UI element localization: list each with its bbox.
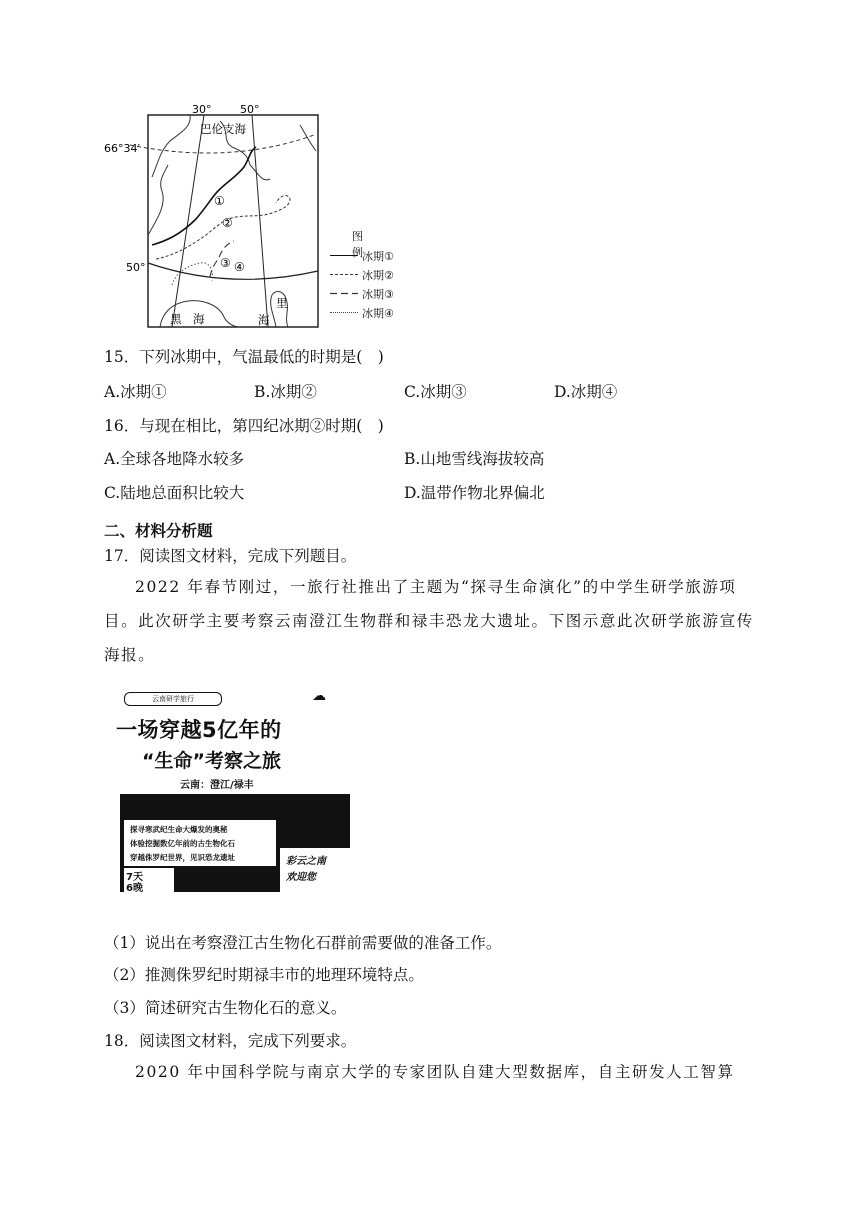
- q16-option-b: B.山地雪线海拔较高: [404, 450, 545, 468]
- meridian-50: [252, 115, 268, 327]
- poster-logo-icon: ☁: [312, 688, 326, 704]
- caspian-label-1: 里: [276, 296, 288, 310]
- legend-row-1: [330, 248, 400, 264]
- q17-sub-1: （1）说出在考察澄江古生物化石群前需要做的准备工作。: [104, 934, 502, 952]
- mark-2: ②: [222, 216, 233, 230]
- parallel-50: [148, 263, 318, 279]
- legend-line-3: [330, 292, 358, 295]
- q17-sub-2: （2）推测侏罗纪时期禄丰市的地理环境特点。: [104, 966, 424, 984]
- legend-row-2: [330, 267, 400, 283]
- lat-label-50: 50°: [126, 261, 146, 274]
- poster-days-1: 7天: [126, 872, 143, 883]
- poster-bullet-1: 探寻寒武纪生命大爆发的奥秘: [130, 825, 228, 834]
- poster-title-2: “生命”考察之旅: [142, 750, 281, 772]
- lat-label-arctic: 66°34′: [104, 142, 140, 155]
- q15-option-a: A.冰期①: [104, 383, 167, 401]
- q16-option-d: D.温带作物北界偏北: [404, 484, 545, 502]
- legend-label-4: 冰期④: [362, 307, 394, 320]
- ice-age-map: [100, 95, 360, 335]
- q15-option-d: D.冰期④: [554, 383, 618, 401]
- map-frame: [148, 115, 318, 327]
- poster-white-box: [124, 820, 276, 866]
- poster-days-box: [124, 868, 174, 892]
- arctic-circle: [130, 135, 314, 153]
- black-sea-label: 黑 海: [170, 312, 205, 326]
- q15-option-b: B.冰期②: [254, 383, 317, 401]
- mark-1: ①: [214, 194, 225, 208]
- q18-stem: 18．阅读图文材料，完成下列要求。: [104, 1032, 357, 1050]
- section-heading: 二、材料分析题: [104, 522, 213, 540]
- mark-4: ④: [234, 260, 245, 274]
- lon-label-30: 30°: [192, 103, 212, 116]
- poster-title-1: 一场穿越5亿年的: [116, 718, 282, 742]
- poster-side-box: [280, 848, 360, 892]
- meridian-30: [172, 115, 204, 327]
- legend-title: 图例: [352, 230, 363, 259]
- q15-option-c: C.冰期③: [404, 383, 467, 401]
- poster-days-2: 6晚: [126, 883, 143, 894]
- poster-tag: 云南研学旅行: [124, 692, 222, 706]
- q17-paragraph: 2022 年春节刚过，一旅行社推出了主题为“探寻生命演化”的中学生研学旅游项目。此次研学主要考察云南澄江生物群和禄丰恐龙大遗址。下图示意此次研学旅游宣传海报。: [104, 578, 754, 664]
- travel-poster: [110, 682, 360, 892]
- barents-sea-label: 巴伦支海: [200, 122, 246, 136]
- poster-bullet-2: 体验挖掘数亿年前的古生物化石: [130, 839, 235, 848]
- q16-stem: 16．与现在相比，第四纪冰期②时期( ): [104, 417, 384, 435]
- q15-stem: 15．下列冰期中，气温最低的时期是( ): [104, 348, 384, 366]
- legend-label-2: 冰期②: [362, 269, 394, 282]
- legend-row-4: [330, 305, 400, 321]
- ice-line-4: [172, 263, 213, 285]
- q17-sub-3: （3）简述研究古生物化石的意义。: [104, 999, 347, 1017]
- legend-label-3: 冰期③: [362, 288, 394, 301]
- q17-stem: 17．阅读图文材料，完成下列题目。: [104, 547, 357, 565]
- legend-label-1: 冰期①: [362, 250, 394, 263]
- legend-row-3: [330, 286, 400, 302]
- ice-line-1: [152, 147, 256, 245]
- q18-paragraph: 2020 年中国科学院与南京大学的专家团队自建大型数据库，自主研发人工智算: [135, 1063, 735, 1081]
- legend-line-4: [330, 312, 358, 313]
- caspian-label-2: 海: [258, 313, 270, 327]
- q16-option-c: C.陆地总面积比较大: [104, 484, 245, 502]
- poster-bullet-3: 穿越侏罗纪世界，见识恐龙遗址: [130, 853, 235, 862]
- lon-label-50: 50°: [240, 103, 260, 116]
- poster-side-text: 彩云之南 欢迎您: [286, 856, 326, 883]
- q16-option-a: A.全球各地降水较多: [104, 450, 245, 468]
- poster-subtitle: 云南：澄江/禄丰: [180, 780, 254, 791]
- legend-line-2: [330, 274, 358, 275]
- coastline-west: [148, 165, 168, 235]
- mark-3: ③: [220, 256, 231, 270]
- legend-line-1: [330, 255, 358, 256]
